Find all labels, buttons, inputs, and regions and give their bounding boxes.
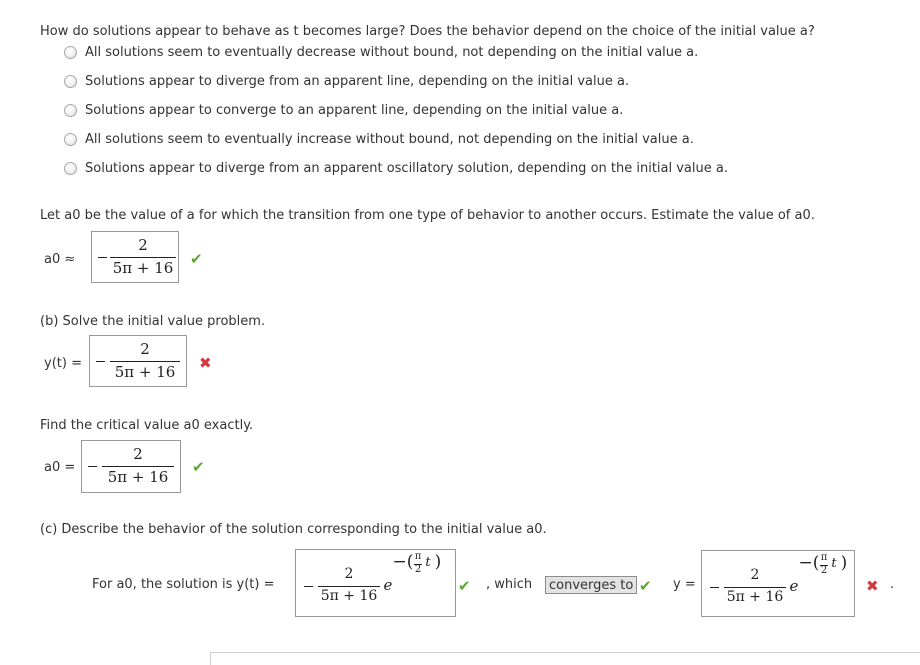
part-c-prompt: (c) Describe the behavior of the solution corresponding to the initial value a0. [40,522,547,537]
fraction-bar [110,361,180,362]
exp-num: π [414,551,422,562]
answer2-numerator: 2 [750,567,760,583]
estimate-numerator: 2 [138,236,148,254]
option-5[interactable] [64,158,728,178]
fraction-bar [110,257,176,258]
behavior-select[interactable]: converges to [545,576,637,594]
check-icon: ✔ [190,250,203,268]
exp-var: t [425,555,431,570]
fraction-bar [724,587,786,588]
critical-numerator: 2 [133,445,143,463]
critical-denominator: 5π + 16 [107,468,169,486]
exp-open: −( [392,552,414,572]
part-c-answer-box-1[interactable] [295,549,456,617]
exp-close: ) [840,553,848,573]
exp-open: −( [798,553,820,573]
option-2[interactable] [64,71,629,91]
fraction-bar [318,586,380,587]
estimate-answer-box[interactable] [91,231,179,283]
trailing-period: . [890,577,895,592]
which-text: , which [486,577,533,592]
critical-answer-box[interactable] [81,440,181,493]
critical-prompt: Find the critical value a0 exactly. [40,418,254,433]
option-2-label: Solutions appear to diverge from an apparent line, depending on the initial value a. [85,73,630,89]
minus-sign [88,466,97,467]
exp-num: π [820,552,828,563]
exp-den: 2 [820,565,828,576]
estimate-prompt: Let a0 be the value of a for which the transition from one type of behavior to another occurs. Estimate the value of a0. [40,208,815,223]
option-3[interactable] [64,100,623,120]
critical-label: a0 = [44,460,76,475]
question-text: How do solutions appear to behave as t becomes large? Does the behavior depend on the choice of the initial value a? [40,24,815,39]
y-label: y = [673,577,696,592]
option-1-label: All solutions seem to eventually decrease without bound, not depending on the initial value a. [85,44,699,60]
option-1[interactable] [64,42,698,62]
answer1-denominator: 5π + 16 [320,588,378,604]
part-b-prompt: (b) Solve the initial value problem. [40,314,266,329]
cross-icon: ✖ [866,577,879,595]
estimate-label: a0 ≈ [44,252,76,267]
radio-option-4[interactable] [64,133,77,146]
part-c-lead: For a0, the solution is y(t) = [92,577,275,592]
exp-den: 2 [414,564,422,575]
radio-option-3[interactable] [64,104,77,117]
part-b-numerator: 2 [140,340,150,358]
radio-option-1[interactable] [64,46,77,59]
option-4[interactable] [64,129,694,149]
minus-sign [96,361,105,362]
part-c-answer-box-2[interactable] [701,550,855,617]
option-5-label: Solutions appear to diverge from an apparent oscillatory solution, depending on the initial value a. [85,160,728,176]
exp-close: ) [434,552,442,572]
minus-sign [304,586,313,587]
part-b-label: y(t) = [44,356,82,371]
part-b-answer-box[interactable] [89,335,187,387]
part-b-denominator: 5π + 16 [114,363,176,381]
estimate-denominator: 5π + 16 [112,259,174,277]
exp-base: e [383,576,393,594]
radio-option-2[interactable] [64,75,77,88]
option-4-label: All solutions seem to eventually increase without bound, not depending on the initial value a. [85,131,694,147]
answer2-denominator: 5π + 16 [726,589,784,605]
radio-option-5[interactable] [64,162,77,175]
minus-sign [98,257,107,258]
answer1-numerator: 2 [344,566,354,582]
minus-sign [710,587,719,588]
cross-icon: ✖ [199,354,212,372]
check-icon: ✔ [192,458,205,476]
next-answer-box[interactable] [210,652,920,665]
check-icon: ✔ [639,577,652,595]
option-3-label: Solutions appear to converge to an apparent line, depending on the initial value a. [85,102,624,118]
exp-var: t [831,556,837,571]
fraction-bar [102,466,174,467]
check-icon: ✔ [458,577,471,595]
exp-base: e [789,577,799,595]
